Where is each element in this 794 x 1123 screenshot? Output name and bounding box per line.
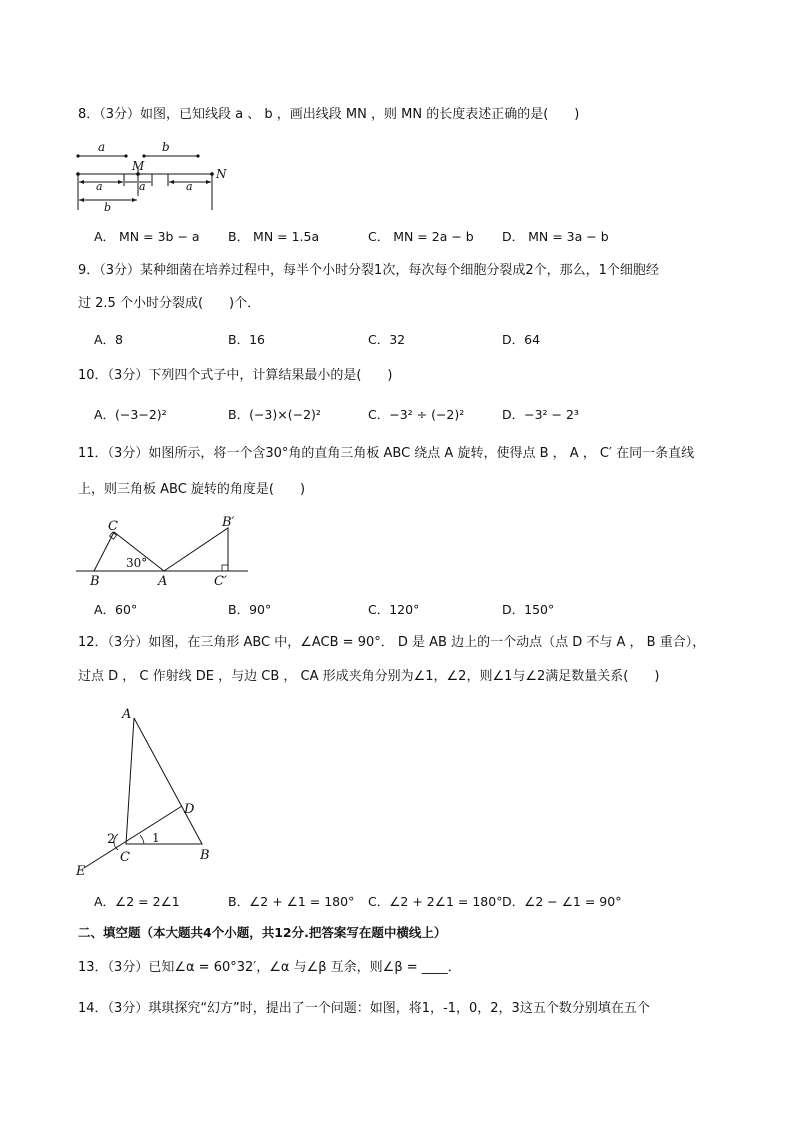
q11-option-c[interactable]: C．120°: [368, 602, 420, 617]
q9-option-c[interactable]: C．32: [368, 332, 406, 347]
q12-label-2: 2: [107, 832, 116, 847]
q8-sub-a1: a: [96, 180, 103, 193]
q8-option-a[interactable]: A． MN = 3b − a: [94, 229, 200, 244]
q8-sub-a2: a: [139, 180, 146, 193]
section-2-heading: 二、填空题（本大题共4个小题，共12分.把答案写在题中横线上）: [78, 925, 447, 940]
q10-option-c[interactable]: C．−3² ÷ (−2)²: [368, 407, 465, 422]
q12-label-E: E: [76, 864, 86, 879]
q11-stem-1: 11．（3分）如图所示，将一个含30°角的直角三角板 ABC 绕点 A 旋转，使得点 B ， A ， C′ 在同一条直线: [78, 446, 695, 461]
q11-label-C: C: [108, 519, 118, 534]
q9-option-d[interactable]: D．64: [502, 332, 541, 347]
q12-figure: [74, 704, 224, 884]
q10-stem: 10．（3分）下列四个式子中，计算结果最小的是( ): [78, 368, 393, 383]
q11-option-a[interactable]: A．60°: [94, 602, 138, 617]
q12-label-1: 1: [152, 831, 160, 845]
q11-label-Cprime: C′: [214, 574, 227, 589]
q9-stem-1: 9．（3分）某种细菌在培养过程中，每半个小时分裂1次，每次每个细胞分裂成2个，那么，1个细胞经: [78, 263, 659, 278]
q11-stem-2: 上，则三角板 ABC 旋转的角度是( ): [78, 482, 306, 497]
q8-figure: [70, 138, 240, 218]
q8-option-c[interactable]: C． MN = 2a − b: [368, 229, 474, 244]
q11-label-angle: 30°: [126, 556, 148, 570]
q12-stem-1: 12．（3分）如图，在三角形 ABC 中，∠ACB = 90°． D 是 AB 边上的一个动点（点 D 不与 A ， B 重合），: [78, 635, 706, 650]
q12-stem-2: 过点 D ， C 作射线 DE ，与边 CB ， CA 形成夹角分别为∠1，∠2，则∠1与∠2满足数量关系( ): [78, 669, 660, 684]
q12-label-C: C: [120, 850, 130, 865]
q8-option-b[interactable]: B． MN = 1.5a: [228, 229, 320, 244]
q12-label-B: B: [200, 848, 210, 863]
q8-label-b: b: [162, 140, 170, 154]
q12-option-d[interactable]: D．∠2 − ∠1 = 90°: [502, 894, 622, 909]
q10-option-a[interactable]: A．(−3−2)²: [94, 407, 167, 422]
q12-label-A: A: [122, 707, 132, 722]
q11-label-B: B: [90, 574, 100, 589]
q9-option-a[interactable]: A．8: [94, 332, 124, 347]
q12-option-b[interactable]: B．∠2 + ∠1 = 180°: [228, 894, 355, 909]
q8-label-a: a: [98, 140, 106, 154]
q8-sub-b: b: [104, 201, 112, 214]
q8-stem: 8．（3分）如图，已知线段 a 、 b ，画出线段 MN ，则 MN 的长度表述正确的是( ): [78, 107, 580, 122]
q11-label-Bprime: B′: [222, 515, 235, 530]
q9-stem-2: 过 2.5 个小时分裂成( )个．: [78, 296, 261, 311]
q8-label-M: M: [132, 159, 145, 173]
q9-option-b[interactable]: B．16: [228, 332, 265, 347]
q12-option-a[interactable]: A．∠2 = 2∠1: [94, 894, 180, 909]
q8-label-N: N: [216, 167, 227, 181]
q13-stem: 13．（3分）已知∠α = 60°32′，∠α 与∠β 互余，则∠β = ____．: [78, 960, 461, 975]
q8-option-d[interactable]: D． MN = 3a − b: [502, 229, 609, 244]
q11-figure: [76, 514, 256, 594]
q8-sub-a3: a: [186, 180, 193, 193]
q10-option-b[interactable]: B．(−3)×(−2)²: [228, 407, 321, 422]
q12-label-D: D: [184, 802, 195, 817]
q14-stem: 14．（3分）琪琪探究“幻方”时，提出了一个问题：如图，将1，-1，0，2，3这五个数分别填在五个: [78, 1001, 650, 1016]
q11-label-A: A: [158, 574, 168, 589]
q11-option-d[interactable]: D．150°: [502, 602, 555, 617]
q11-option-b[interactable]: B．90°: [228, 602, 272, 617]
q10-option-d[interactable]: D．−3² − 2³: [502, 407, 579, 422]
q12-option-c[interactable]: C．∠2 + 2∠1 = 180°: [368, 894, 503, 909]
